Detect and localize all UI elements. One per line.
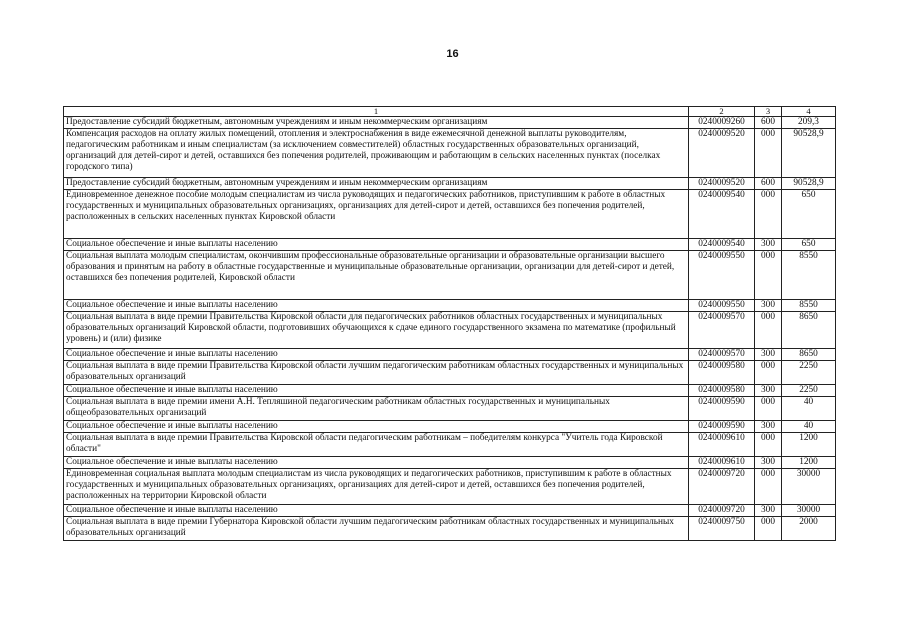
row-name-cell: Социальная выплата в виде премии Губернатора Кировской области лучшим педагогическим работникам областных государственных и муниципальных образовательных организаций	[64, 517, 689, 541]
table-row	[64, 312, 836, 349]
row-code-cell: 0240009540	[689, 190, 755, 239]
row-code-cell: 0240009610	[689, 457, 755, 469]
row-type-cell: 000	[755, 433, 782, 457]
row-code-cell: 0240009570	[689, 349, 755, 361]
row-name-cell: Социальное обеспечение и иные выплаты населению	[64, 385, 689, 397]
row-name-cell: Социальное обеспечение и иные выплаты населению	[64, 239, 689, 251]
row-type-cell: 300	[755, 300, 782, 312]
table-row	[64, 505, 836, 517]
row-type-cell: 000	[755, 397, 782, 421]
row-type-cell: 600	[755, 117, 782, 129]
row-sum-cell: 8650	[782, 349, 836, 361]
row-code-cell: 0240009720	[689, 505, 755, 517]
row-name-cell: Социальное обеспечение и иные выплаты населению	[64, 505, 689, 517]
row-code-cell: 0240009750	[689, 517, 755, 541]
row-sum-cell: 40	[782, 421, 836, 433]
row-sum-cell: 30000	[782, 505, 836, 517]
table-row	[64, 251, 836, 300]
row-sum-cell: 2000	[782, 517, 836, 541]
table-row	[64, 421, 836, 433]
row-name-cell: Предоставление субсидий бюджетным, автономным учреждениям и иным некоммерческим организациям	[64, 117, 689, 129]
row-sum-cell: 1200	[782, 457, 836, 469]
row-sum-cell: 1200	[782, 433, 836, 457]
row-name-cell: Социальная выплата в виде премии Правительства Кировской области лучшим педагогическим работникам областных государственных и муниципальных образовательных организаций	[64, 361, 689, 385]
row-sum-cell: 30000	[782, 469, 836, 505]
row-type-cell: 000	[755, 517, 782, 541]
table-row	[64, 397, 836, 421]
row-code-cell: 0240009720	[689, 469, 755, 505]
table-row	[64, 239, 836, 251]
row-name-cell: Единовременная социальная выплата молодым специалистам из числа руководящих и педагогических работников, приступившим к работе в областных государственных и муниципальных образовательных организациях, организациях для детей-сирот и детей, оставшихся без попечения родителей, расположенных на территории Кировской области	[64, 469, 689, 505]
row-type-cell: 300	[755, 349, 782, 361]
header-cell: 1	[64, 107, 689, 117]
row-code-cell: 0240009540	[689, 239, 755, 251]
row-type-cell: 300	[755, 505, 782, 517]
table-header-row	[64, 107, 836, 117]
table-row	[64, 433, 836, 457]
table-row	[64, 117, 836, 129]
row-type-cell: 000	[755, 312, 782, 349]
row-sum-cell: 2250	[782, 361, 836, 385]
row-type-cell: 300	[755, 385, 782, 397]
table-row	[64, 178, 836, 190]
row-code-cell: 0240009520	[689, 178, 755, 190]
row-code-cell: 0240009520	[689, 129, 755, 178]
row-name-cell: Социальная выплата молодым специалистам, окончившим профессиональные образовательные организации и образовательные организации высшего образования и принятым на работу в областные государственные и муниципальные образовательные организации, организации для детей-сирот и детей, оставшихся без попечения родителей, Кировской области	[64, 251, 689, 300]
row-type-cell: 300	[755, 421, 782, 433]
row-name-cell: Социальная выплата в виде премии Правительства Кировской области педагогическим работникам – победителям конкурса "Учитель года Кировской области"	[64, 433, 689, 457]
row-type-cell: 000	[755, 361, 782, 385]
row-name-cell: Социальное обеспечение и иные выплаты населению	[64, 300, 689, 312]
row-sum-cell: 90528,9	[782, 129, 836, 178]
row-sum-cell: 650	[782, 190, 836, 239]
row-sum-cell: 90528,9	[782, 178, 836, 190]
table-row	[64, 517, 836, 541]
row-code-cell: 0240009260	[689, 117, 755, 129]
row-code-cell: 0240009580	[689, 361, 755, 385]
row-name-cell: Единовременное денежное пособие молодым специалистам из числа руководящих и педагогических работников, приступившим к работе в областных государственных и муниципальных образовательных организациях, организациях для детей-сирот и детей, оставшихся без попечения родителей, расположенных в сельских населенных пунктах Кировской области	[64, 190, 689, 239]
page-number: 16	[446, 48, 459, 60]
header-cell: 2	[689, 107, 755, 117]
header-cell: 3	[755, 107, 782, 117]
table-row	[64, 300, 836, 312]
row-type-cell: 000	[755, 469, 782, 505]
row-sum-cell: 8550	[782, 300, 836, 312]
row-type-cell: 000	[755, 251, 782, 300]
table-row	[64, 469, 836, 505]
row-type-cell: 600	[755, 178, 782, 190]
row-code-cell: 0240009570	[689, 312, 755, 349]
row-sum-cell: 40	[782, 397, 836, 421]
table-row	[64, 385, 836, 397]
budget-table	[63, 106, 836, 541]
row-sum-cell: 2250	[782, 385, 836, 397]
row-type-cell: 300	[755, 239, 782, 251]
row-type-cell: 000	[755, 190, 782, 239]
row-sum-cell: 209,3	[782, 117, 836, 129]
row-sum-cell: 8650	[782, 312, 836, 349]
row-name-cell: Социальное обеспечение и иные выплаты населению	[64, 421, 689, 433]
row-name-cell: Предоставление субсидий бюджетным, автономным учреждениям и иным некоммерческим организациям	[64, 178, 689, 190]
row-sum-cell: 8550	[782, 251, 836, 300]
row-code-cell: 0240009580	[689, 385, 755, 397]
row-name-cell: Социальное обеспечение и иные выплаты населению	[64, 349, 689, 361]
row-code-cell: 0240009610	[689, 433, 755, 457]
row-name-cell: Социальная выплата в виде премии Правительства Кировской области для педагогических работников областных государственных и муниципальных образовательных организаций Кировской области, подготовивших обучающихся к сдаче единого государственного экзамена по математике (профильный уровень) и (или) физике	[64, 312, 689, 349]
row-code-cell: 0240009550	[689, 251, 755, 300]
row-name-cell: Социальная выплата в виде премии имени А.Н. Тепляшиной педагогическим работникам областных государственных и муниципальных общеобразовательных организаций	[64, 397, 689, 421]
row-sum-cell: 650	[782, 239, 836, 251]
row-name-cell: Компенсация расходов на оплату жилых помещений, отопления и электроснабжения в виде ежемесячной денежной выплаты руководителям, педагогическим работникам и иным специалистам (за исключением совместителей) областных государственных образовательных организаций, организаций для детей-сирот и детей, оставшихся без попечения родителей, проживающим и работающим в сельских населенных пунктах (поселках городского типа)	[64, 129, 689, 178]
header-cell: 4	[782, 107, 836, 117]
row-type-cell: 300	[755, 457, 782, 469]
table-row	[64, 349, 836, 361]
row-name-cell: Социальное обеспечение и иные выплаты населению	[64, 457, 689, 469]
table-row	[64, 190, 836, 239]
row-code-cell: 0240009590	[689, 397, 755, 421]
row-code-cell: 0240009550	[689, 300, 755, 312]
table-row	[64, 129, 836, 178]
table-row	[64, 457, 836, 469]
row-type-cell: 000	[755, 129, 782, 178]
row-code-cell: 0240009590	[689, 421, 755, 433]
table-row	[64, 361, 836, 385]
